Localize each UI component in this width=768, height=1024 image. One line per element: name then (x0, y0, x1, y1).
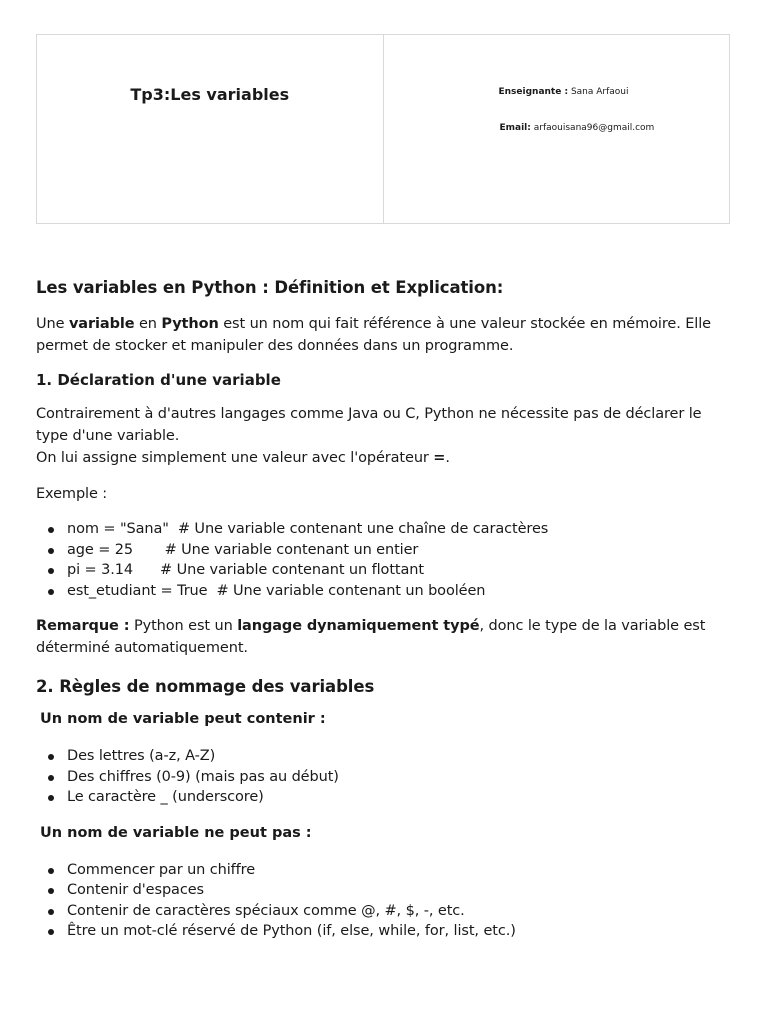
list-item: Commencer par un chiffre (67, 860, 736, 881)
can-contain-label: Un nom de variable peut contenir : (40, 711, 326, 727)
cannot-label: Un nom de variable ne peut pas : (40, 824, 312, 841)
intro-text: est un nom qui fait référence à une valeur stockée en mémoire. Elle permet de stocker et manipuler des données dans un programme. (36, 316, 711, 354)
can-contain-list (36, 746, 736, 808)
assign-operator: = (433, 450, 446, 466)
section1-line2-end: . (445, 450, 450, 466)
section2-title: 2. Règles de nommage des variables (36, 677, 375, 696)
list-item: est_etudiant = True # Une variable contenant un booléen (67, 581, 736, 602)
intro-paragraph (36, 313, 736, 357)
title-cell (37, 35, 384, 223)
remark-text: , donc le type de la variable est déterminé automatiquement. (36, 618, 706, 656)
teacher-label: Enseignante : (498, 87, 569, 97)
remark-text: Python est un (129, 618, 238, 634)
list-item: pi = 3.14 # Une variable contenant un flottant (67, 560, 736, 581)
intro-bold: variable (68, 316, 135, 332)
list-item: nom = "Sana" # Une variable contenant une chaîne de caractères (67, 519, 736, 540)
teacher-name: Sana Arfaoui (570, 87, 629, 97)
intro-text: Une (36, 316, 69, 332)
section1-line2: On lui assigne simplement une valeur avec l'opérateur (36, 450, 434, 466)
list-item: Contenir de caractères spéciaux comme @, #, $, -, etc. (67, 901, 736, 922)
section1-title: 1. Déclaration d'une variable (36, 371, 281, 389)
email-value: arfaouisana96@gmail.com (533, 123, 655, 133)
intro-text: en (134, 316, 162, 332)
list-item: Être un mot-clé réservé de Python (if, else, while, for, list, etc.) (67, 921, 736, 942)
list-item: Des lettres (a-z, A-Z) (67, 746, 736, 767)
main-heading: Les variables en Python : Définition et Explication: (36, 278, 504, 297)
email-line (500, 123, 655, 133)
remark-label: Remarque : (36, 618, 130, 634)
document-body (36, 278, 736, 956)
document-title: Tp3:Les variables (130, 85, 290, 104)
remark-paragraph (36, 615, 736, 659)
header-table (36, 34, 730, 224)
list-item: Le caractère _ (underscore) (67, 787, 736, 808)
remark-bold: langage dynamiquement typé (237, 618, 480, 634)
list-item: age = 25 # Une variable contenant un entier (67, 540, 736, 561)
example-label: Exemple : (36, 486, 108, 502)
teacher-line (499, 87, 629, 97)
cannot-list (36, 860, 736, 942)
list-item: Contenir d'espaces (67, 880, 736, 901)
intro-bold: Python (161, 316, 219, 332)
section1-paragraph (36, 403, 736, 469)
info-cell (384, 35, 730, 223)
section1-line1: Contrairement à d'autres langages comme Java ou C, Python ne nécessite pas de déclarer le type d'une variable. (36, 406, 702, 444)
examples-list (36, 519, 736, 601)
email-label: Email: (499, 123, 531, 133)
list-item: Des chiffres (0-9) (mais pas au début) (67, 767, 736, 788)
